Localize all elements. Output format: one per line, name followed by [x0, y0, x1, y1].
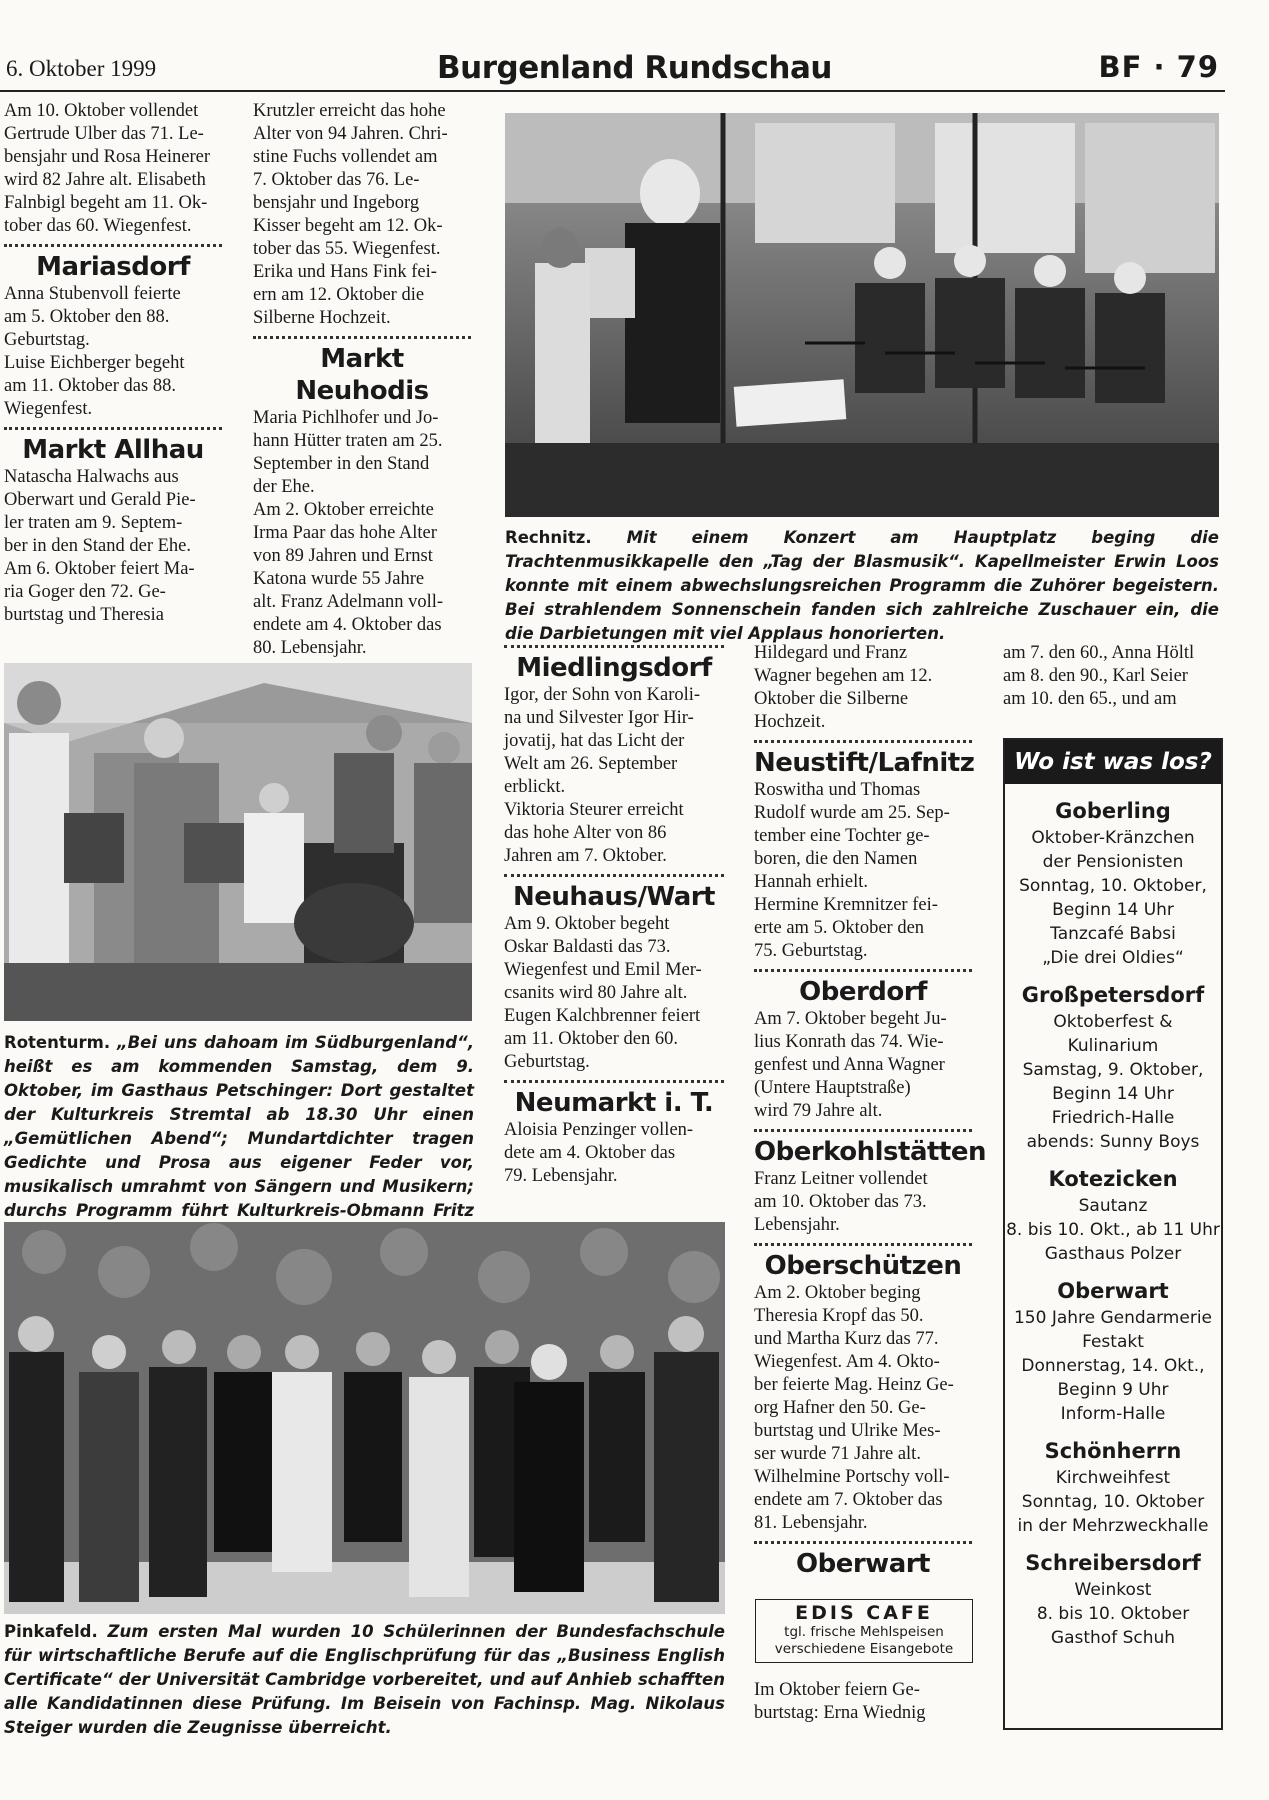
caption-text: Zum ersten Mal wurden 10 Schülerinnen der Bundesfachschule für wirtschaftliche Berufe auf die Englischprüfung für das „Business English Certificate“ der Universität Cambridge vorbereitet, und auf Anhieb schafften alle Kandidatinnen diese Prüfung. Im Beisein von Fachinsp. Mag. Nikolaus Steiger wurden die Zeugnisse überreicht.: [4, 1622, 725, 1737]
event-detail: Kulinarium: [1067, 1036, 1159, 1056]
text-line: wird 79 Jahre alt.: [754, 1101, 883, 1121]
text-line: Anna Stubenvoll feierte: [4, 284, 181, 304]
heading-neumarkt: Neumarkt i. T.: [514, 1088, 714, 1118]
article-neumarkt: [504, 1119, 724, 1188]
ad-edis-cafe: [755, 1599, 973, 1663]
text-line: am 8. den 90., Karl Seier: [1003, 666, 1188, 686]
photo-rechnitz-band: [505, 113, 1219, 517]
text-line: Franz Leitner vollendet: [754, 1169, 928, 1189]
caption-rechnitz: [505, 526, 1219, 646]
text-line: 79. Lebensjahr.: [504, 1166, 618, 1186]
text-line: von 89 Jahren und Ernst: [253, 546, 433, 566]
text-line: ser wurde 71 Jahre alt.: [754, 1444, 921, 1464]
text-line: Wiegenfest. Am 4. Okto-: [754, 1352, 940, 1372]
text-line: 80. Lebensjahr.: [253, 638, 367, 658]
event-detail: „Die drei Oldies“: [1042, 948, 1184, 968]
text-line: bensjahr und Ingeborg: [253, 193, 420, 213]
text-line: Rudolf wurde am 25. Sep-: [754, 803, 950, 823]
text-line: Eugen Kalchbrenner feiert: [504, 1006, 701, 1026]
text-line: Krutzler erreicht das hohe: [253, 101, 446, 121]
text-line: Am 9. Oktober begeht: [504, 914, 670, 934]
text-line: endete am 7. Oktober das: [754, 1490, 943, 1510]
text-line: stine Fuchs vollendet am: [253, 147, 438, 167]
event-detail: Beginn 14 Uhr: [1052, 900, 1174, 920]
divider: [253, 336, 471, 339]
event-detail: Sonntag, 10. Oktober: [1021, 1492, 1205, 1512]
text-line: wird 82 Jahre alt. Elisabeth: [4, 170, 206, 190]
event-detail: abends: Sunny Boys: [1026, 1132, 1200, 1152]
text-line: das hohe Alter von 86: [504, 823, 667, 843]
heading-miedlingsdorf: Miedlingsdorf: [516, 653, 712, 683]
text-line: Im Oktober feiern Ge-: [754, 1680, 920, 1700]
event-detail: Friedrich-Halle: [1051, 1108, 1175, 1128]
text-line: Jahren am 7. Oktober.: [504, 846, 667, 866]
text-line: ber in den Stand der Ehe.: [4, 536, 191, 556]
text-line: Am 2. Oktober beging: [754, 1283, 921, 1303]
article-neuhaus-wart: [504, 913, 724, 1074]
caption-lead: Pinkafeld.: [4, 1622, 98, 1641]
text-line: erblickt.: [504, 777, 566, 797]
text-line: Luise Eichberger begeht: [4, 353, 185, 373]
header-rule: [0, 90, 1225, 92]
issue-date: 6. Oktober 1999: [6, 56, 157, 81]
events-box: [1003, 738, 1223, 1730]
event-detail: Samstag, 9. Oktober,: [1022, 1060, 1204, 1080]
heading-markt-neuhodis: Markt Neuhodis: [295, 344, 429, 406]
text-line: Wilhelmine Portschy voll-: [754, 1467, 950, 1487]
text-line: 81. Lebensjahr.: [754, 1513, 868, 1533]
article-oberkohlstaetten: [754, 1168, 972, 1237]
text-line: Lebensjahr.: [754, 1215, 840, 1235]
text-line: Welt am 26. September: [504, 754, 678, 774]
text-line: am 10. Oktober das 73.: [754, 1192, 927, 1212]
text-line: Oskar Baldasti das 73.: [504, 937, 671, 957]
text-line: 75. Geburtstag.: [754, 941, 868, 961]
ad-name: EDIS CAFE: [795, 1602, 933, 1624]
text-line: boren, die den Namen: [754, 849, 918, 869]
event-detail: Oktoberfest &: [1053, 1012, 1173, 1032]
article-oberdorf: [754, 1008, 972, 1123]
divider: [754, 969, 972, 972]
caption-text: Mit einem Konzert am Hauptplatz beging die Trachtenmusikkapelle den „Tag der Blasmusik“. Kapellmeister Erwin Loos konnte mit einem abwechslungsreichen Programm die Zuhörer begeistern. Bei strahlendem Sonnenschein fanden sich zahlreiche Zuschauer ein, die die Darbietungen mit viel Applaus honorierten.: [505, 528, 1219, 643]
text-line: Oberwart und Gerald Pie-: [4, 490, 196, 510]
events-list: [1005, 784, 1221, 1650]
text-line: bensjahr und Rosa Heinerer: [4, 147, 211, 167]
text-line: endete am 4. Oktober das: [253, 615, 442, 635]
page-header: [0, 48, 1269, 88]
heading-oberwart: Oberwart: [796, 1549, 930, 1579]
text-line: Wiegenfest und Emil Mer-: [504, 960, 702, 980]
heading-oberschuetzen: Oberschützen: [764, 1251, 962, 1281]
text-line: tober das 60. Wiegenfest.: [4, 216, 192, 236]
text-line: erte am 5. Oktober den: [754, 918, 925, 938]
text-line: Viktoria Steurer erreicht: [504, 800, 684, 820]
divider: [754, 1243, 972, 1246]
event-town: Großpetersdorf: [1021, 983, 1205, 1007]
text-line: am 7. den 60., Anna Höltl: [1003, 643, 1195, 663]
caption-lead: Rotenturm.: [4, 1033, 111, 1052]
event-town: Schreibersdorf: [1025, 1551, 1201, 1575]
event-detail: Inform-Halle: [1060, 1404, 1166, 1424]
heading-neuhaus-wart: Neuhaus/Wart: [513, 882, 715, 912]
text-line: Geburtstag.: [4, 330, 90, 350]
article-markt-neuhodis: [253, 407, 471, 660]
text-line: Alter von 94 Jahren. Chri-: [253, 124, 448, 144]
text-line: der Ehe.: [253, 477, 315, 497]
divider: [504, 874, 724, 877]
text-line: Natascha Halwachs aus: [4, 467, 179, 487]
event-detail: Oktober-Kränzchen: [1031, 828, 1195, 848]
divider: [754, 740, 972, 743]
event-detail: Beginn 9 Uhr: [1057, 1380, 1169, 1400]
event-detail: 8. bis 10. Okt., ab 11 Uhr: [1006, 1220, 1220, 1240]
text-line: Am 2. Oktober erreichte: [253, 500, 434, 520]
text-line: Erika und Hans Fink fei-: [253, 262, 437, 282]
event-detail: 150 Jahre Gendarmerie: [1013, 1308, 1213, 1328]
column-4: [754, 642, 986, 1580]
event-detail: in der Mehrzweckhalle: [1017, 1516, 1209, 1536]
col1-intro: [4, 100, 222, 238]
divider: [504, 1080, 724, 1083]
text-line: ern am 12. Oktober die: [253, 285, 425, 305]
column-5-intro: [1003, 642, 1221, 711]
article-neustift-lafnitz: [754, 779, 972, 963]
column-3: [504, 645, 724, 1188]
divider: [4, 427, 222, 430]
text-line: burtstag und Theresia: [4, 605, 164, 625]
text-line: org Hafner den 50. Ge-: [754, 1398, 926, 1418]
text-line: 7. Oktober das 76. Le-: [253, 170, 420, 190]
text-line: und Martha Kurz das 77.: [754, 1329, 939, 1349]
text-line: September in den Stand: [253, 454, 430, 474]
text-line: Hannah erhielt.: [754, 872, 869, 892]
event-town: Schönherrn: [1044, 1439, 1182, 1463]
article-mariasdorf: [4, 283, 222, 421]
text-line: na und Silvester Igor Hir-: [504, 708, 694, 728]
photo-pinkafeld-graduates: [4, 1222, 725, 1614]
caption-lead: Rechnitz.: [505, 528, 592, 547]
heading-oberkohlstaetten: Oberkohlstätten: [754, 1137, 986, 1167]
caption-text: „Bei uns dahoam im Südburgenland“, heißt es am kommenden Samstag, dem 9. Oktober, im Gasthaus Petschinger: Dort gestaltet der Kulturkreis Stremtal ab 18.30 Uhr einen „Gemütlichen Abend“; Mundartdichter tragen Gedichte und Prosa aus eigener Feder vor, musikalisch umrahmt von Sängern und Musikern; durchs Programm führt Kulturkreis-Obmann Fritz: [4, 1033, 474, 1220]
text-line: tober das 55. Wiegenfest.: [253, 239, 441, 259]
event-detail: Sautanz: [1078, 1196, 1148, 1216]
text-line: Am 7. Oktober begeht Ju-: [754, 1009, 947, 1029]
text-line: dete am 4. Oktober das: [504, 1143, 676, 1163]
text-line: Theresia Kropf das 50.: [754, 1306, 924, 1326]
article-markt-allhau: [4, 466, 222, 627]
article-miedlingsdorf: [504, 684, 724, 868]
text-line: Wiegenfest.: [4, 399, 93, 419]
ad-line: verschiedene Eisangebote: [774, 1641, 954, 1657]
event-detail: 8. bis 10. Oktober: [1036, 1604, 1190, 1624]
event-town: Oberwart: [1057, 1279, 1169, 1303]
event-town: Goberling: [1055, 799, 1171, 823]
text-line: am 10. den 65., und am: [1003, 689, 1177, 709]
divider: [754, 1129, 972, 1132]
col4-intro: [754, 642, 972, 734]
column-2: [253, 100, 471, 660]
event-detail: Tanzcafé Babsi: [1050, 924, 1176, 944]
divider: [504, 645, 724, 648]
heading-neustift-lafnitz: Neustift/Lafnitz: [754, 748, 975, 778]
text-line: (Untere Hauptstraße): [754, 1078, 911, 1098]
text-line: am 11. Oktober das 88.: [4, 376, 176, 396]
event-detail: Kirchweihfest: [1055, 1468, 1171, 1488]
events-title: Wo ist was los?: [1005, 740, 1221, 784]
caption-rotenturm: [4, 1031, 474, 1247]
event-detail: Donnerstag, 14. Okt.,: [1021, 1356, 1205, 1376]
text-line: am 5. Oktober den 88.: [4, 307, 170, 327]
text-line: hann Hütter traten am 25.: [253, 431, 443, 451]
text-line: Aloisia Penzinger vollen-: [504, 1120, 694, 1140]
text-line: ria Goger den 72. Ge-: [4, 582, 166, 602]
text-line: Geburtstag.: [504, 1052, 590, 1072]
text-line: burtstag: Erna Wiednig: [754, 1703, 926, 1723]
text-line: ler traten am 9. Septem-: [4, 513, 183, 533]
text-line: alt. Franz Adelmann voll-: [253, 592, 444, 612]
text-line: Hildegard und Franz: [754, 643, 908, 663]
text-line: Gertrude Ulber das 71. Le-: [4, 124, 204, 144]
text-line: genfest und Anna Wagner: [754, 1055, 945, 1075]
text-line: Maria Pichlhofer und Jo-: [253, 408, 439, 428]
newspaper-title: Burgenland Rundschau: [437, 50, 832, 86]
photo-rotenturm-musicians: [4, 663, 472, 1021]
col2-intro: [253, 100, 471, 330]
column-1: [4, 100, 222, 627]
heading-mariasdorf: Mariasdorf: [36, 252, 190, 282]
event-detail: der Pensionisten: [1042, 852, 1184, 872]
event-detail: Gasthof Schuh: [1050, 1628, 1176, 1648]
article-oberwart: [754, 1679, 972, 1725]
text-line: ber feierte Mag. Heinz Ge-: [754, 1375, 954, 1395]
text-line: Wagner begehen am 12.: [754, 666, 933, 686]
event-detail: Sonntag, 10. Oktober,: [1019, 876, 1207, 896]
text-line: jovatij, hat das Licht der: [504, 731, 685, 751]
text-line: Irma Paar das hohe Alter: [253, 523, 437, 543]
event-detail: Beginn 14 Uhr: [1052, 1084, 1174, 1104]
text-line: burtstag und Ulrike Mes-: [754, 1421, 941, 1441]
event-town: Kotezicken: [1048, 1167, 1178, 1191]
caption-pinkafeld: [4, 1620, 725, 1740]
article-oberschuetzen: [754, 1282, 972, 1535]
text-line: Roswitha und Thomas: [754, 780, 921, 800]
divider: [4, 244, 222, 247]
heading-markt-allhau: Markt Allhau: [22, 435, 204, 465]
text-line: Silberne Hochzeit.: [253, 308, 391, 328]
event-detail: Gasthaus Polzer: [1044, 1244, 1182, 1264]
text-line: csanits wird 80 Jahre alt.: [504, 983, 688, 1003]
heading-oberdorf: Oberdorf: [799, 977, 927, 1007]
page-number: BF · 79: [1098, 50, 1219, 84]
text-line: lius Konrath das 74. Wie-: [754, 1032, 944, 1052]
text-line: Kisser begeht am 12. Ok-: [253, 216, 443, 236]
text-line: Hochzeit.: [754, 712, 826, 732]
text-line: Katona wurde 55 Jahre: [253, 569, 425, 589]
text-line: Am 6. Oktober feiert Ma-: [4, 559, 195, 579]
text-line: Oktober die Silberne: [754, 689, 909, 709]
text-line: Falnbigl begeht am 11. Ok-: [4, 193, 208, 213]
text-line: Hermine Kremnitzer fei-: [754, 895, 938, 915]
divider: [754, 1541, 972, 1544]
ad-line: tgl. frische Mehlspeisen: [784, 1624, 944, 1640]
event-detail: Festakt: [1082, 1332, 1144, 1352]
text-line: tember eine Tochter ge-: [754, 826, 930, 846]
text-line: Am 10. Oktober vollendet: [4, 101, 199, 121]
event-detail: Weinkost: [1074, 1580, 1152, 1600]
text-line: am 11. Oktober den 60.: [504, 1029, 678, 1049]
text-line: Igor, der Sohn von Karoli-: [504, 685, 701, 705]
